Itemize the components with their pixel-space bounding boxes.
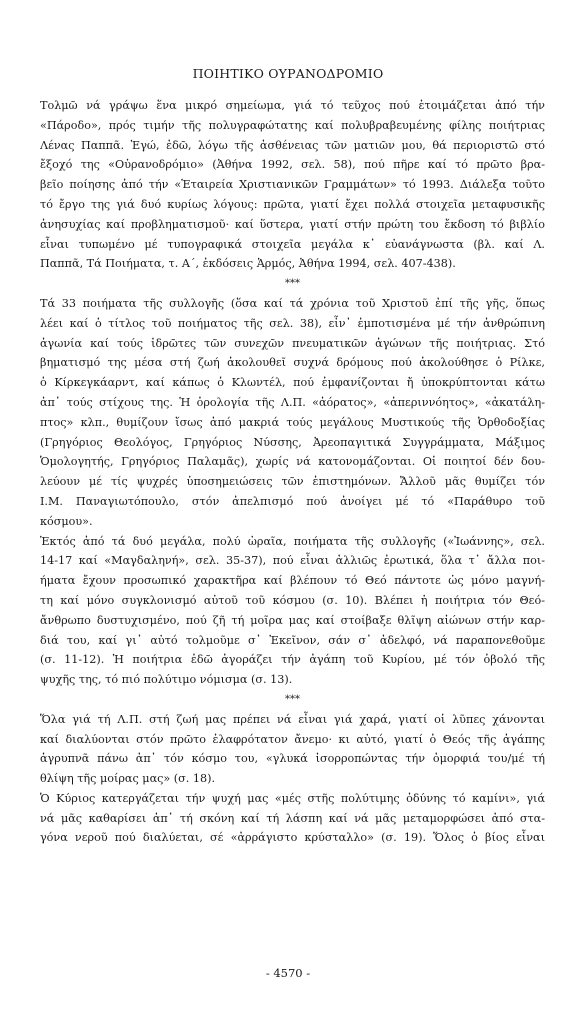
text-line: Τά 33 ποιήματα τῆς συλλογῆς (ὅσα καί τά χρόνια τοῦ Χριστοῦ ἐπί τῆς γῆς, ὅπως xyxy=(40,296,545,310)
section-separator: *** xyxy=(285,278,300,290)
text-line: Ὁμολογητής, Γρηγόριος Παλαμᾶς), χωρίς νά κατονομάζονται. Οἱ ποιητοί δέν δου- xyxy=(40,455,545,469)
text-line: Λένας Παππᾶ. Ἐγώ, ἐδῶ, λόγω τῆς ἀσθένειας τῶν ματιῶν μου, θά περιοριστῶ στό xyxy=(40,138,545,152)
text-line: λέει καί ὁ τίτλος τοῦ ποιήματος τῆς σελ. 38), εἶν᾽ ἐμποτισμένα μέ τήν ἀνθρώπινη xyxy=(40,316,545,330)
text-line: καί διαλύονται στόν πρῶτο ἐλαφρότατον ἄνεμο· κι αὐτό, γιατί ὁ Θεός τῆς ἀγάπης xyxy=(40,732,545,746)
text-line: νά μᾶς καθαρίσει ἀπ᾽ τή σκόνη καί τή λάσπη καί νά μᾶς μεταμορφώσει ἀπό στα- xyxy=(40,811,545,825)
text-line: ἄνθρωπο δυστυχισμένο, πού ζῆ τή μοῖρα μας καί στοίβαξε θλῖψη αἰώνων στήν καρ- xyxy=(40,613,545,627)
text-line: γόνα νεροῦ πού διαλύεται, σέ «ἀρράγιστο κρύσταλλο» (σ. 19). Ὅλος ὁ βίος εἶναι xyxy=(40,831,545,845)
page-number: - 4570 - xyxy=(265,966,311,980)
text-line: 14-17 καί «Μαγδαληνή», σελ. 35-37), πού εἶναι ἀλλιῶς ἐρωτικά, ὅλα τ᾽ ἄλλα ποι- xyxy=(40,554,545,568)
text-line: Παππᾶ, Τά Ποιήματα, τ. Α΄, ἐκδόσεις Ἁρμός, Ἀθήνα 1994, σελ. 407-438). xyxy=(40,257,456,271)
text-line: «Πάροδο», πρός τιμήν τῆς πολυγραφώτατης καί πολυβραβευμένης φίλης ποιήτριας xyxy=(40,118,545,132)
text-line: λεύουν μέ τίς ψυχρές ὑποσημειώσεις τῶν ἐπιστημόνων. Ἄλλοῦ μᾶς θυμίζει τόν xyxy=(40,475,545,489)
text-line: βηματισμό της μέσα στή ζωή ἀκολουθεῖ συχνά δρόμους πού ἀκολούθησε ὁ Ρίλκε, xyxy=(40,356,545,370)
text-line: ἀγρυπνᾶ πάνω ἀπ᾽ τόν κόσμο του, «γλυκά ἰσορροπώντας τήν ὀμορφιά του/μέ τή xyxy=(40,752,545,766)
text-line: ἀγωνία καί τούς ἱδρῶτες τῶν συνεχῶν πνευματικῶν ἀγώνων τῆς ποιήτριας. Στό xyxy=(40,336,545,350)
text-line: ἀπ᾽ τούς στίχους της. Ἡ ὁρολογία τῆς Λ.Π. «ἀόρατος», «ἀπεριννόητος», «ἀκατάλη- xyxy=(40,395,545,409)
text-line: (σ. 11-12). Ἡ ποιήτρια ἐδῶ ἀγοράζει τήν ἀγάπη τοῦ Κυρίου, μέ τόν ὀβολό τῆς xyxy=(40,653,545,667)
section-separator: *** xyxy=(285,693,300,705)
text-line: ἀνησυχίας καί προβληματισμοῦ· καί ὕστερα, γιατί στήν πρώτη του ἔκδοση τό βιβλίο xyxy=(40,217,545,231)
text-line: θλίψη τῆς μοίρας μας» (σ. 18). xyxy=(40,772,216,786)
text-line: κόσμου». xyxy=(40,514,93,528)
text-line: Ὅλα γιά τή Λ.Π. στή ζωή μας πρέπει νά εἶναι γιά χαρά, γιατί οἱ λῦπες χάνονται xyxy=(40,712,545,726)
page-title: ΠΟΙΗΤΙΚΟ ΟΥΡΑΝΟΔΡΟΜΙΟ xyxy=(192,66,384,81)
text-line: Τολμῶ νά γράψω ἕνα μικρό σημείωμα, γιά τό τεῦχος πού ἑτοιμάζεται ἀπό τήν xyxy=(40,99,545,112)
document-body xyxy=(40,96,545,848)
text-line: ήματα ἔχουν προσωπικό χαρακτῆρα καί βλέπουν τό Θεό πάντοτε ὡς μόνο μαγνή- xyxy=(40,574,545,588)
text-line: πτος» κλπ., θυμίζουν ἴσως ἀπό μακριά τούς μεγάλους Μυστικούς τῆς Ὀρθοδοξίας xyxy=(40,415,545,429)
text-line: βεῖο ποίησης ἀπό τήν «Ἑταιρεία Χριστιανικῶν Γραμμάτων» τό 1993. Διάλεξα τοῦτο xyxy=(40,178,545,192)
text-line: ψυχῆς της, τό πιό πολύτιμο νόμισμα (σ. 13). xyxy=(40,673,293,687)
text-line: εἶναι τυπωμένο μέ τυπογραφικά στοιχεῖα μεγάλα κ᾽ εὐανάγνωστα (βλ. καί Λ. xyxy=(40,237,545,251)
text-line: Ι.Μ. Παναγιωτόπουλο, στόν ἀπελπισμό πού ἀνοίγει μέ τό «Παράθυρο τοῦ xyxy=(40,494,545,508)
text-line: τη καί μόνο συγκλονισμό αὐτοῦ τοῦ κόσμου (σ. 10). Βλέπει ἡ ποιήτρια τόν Θεό- xyxy=(40,593,545,607)
text-line: ἔξοχό της «Οὐρανοδρόμιο» (Ἀθήνα 1992, σελ. 58), πού πῆρε καί τό πρῶτο βρα- xyxy=(40,158,545,172)
text-line: διά του, καί γι᾽ αὐτό τολμοῦμε σ᾽ Ἐκεῖνον, σάν σ᾽ ἀδελφό, νά παραπονεθοῦμε xyxy=(40,633,545,647)
text-line: τό ἔργο της γιά δυό κυρίως λόγους: πρῶτα, γιατί ἔχει πολλά στοιχεῖα μεταφυσικῆς xyxy=(40,197,545,211)
text-line: Ὁ Κύριος κατεργάζεται τήν ψυχή μας «μές στῆς πολύτιμης ὀδύνης τό καμίνι», γιά xyxy=(40,791,545,805)
text-line: Ἐκτός ἀπό τά δυό μεγάλα, πολύ ὡραῖα, ποιήματα τῆς συλλογῆς («Ἰωάννης», σελ. xyxy=(40,534,545,548)
text-line: (Γρηγόριος Θεολόγος, Γρηγόριος Νύσσης, Ἀρεοπαγιτικά Συγγράμματα, Μάξιμος xyxy=(40,435,545,449)
text-line: ὁ Κίρκεγκάαρντ, καί κάπως ὁ Κλωντέλ, πού ἐμφανίζονται ἤ ὑποκρύπτονται κάτω xyxy=(40,376,545,390)
